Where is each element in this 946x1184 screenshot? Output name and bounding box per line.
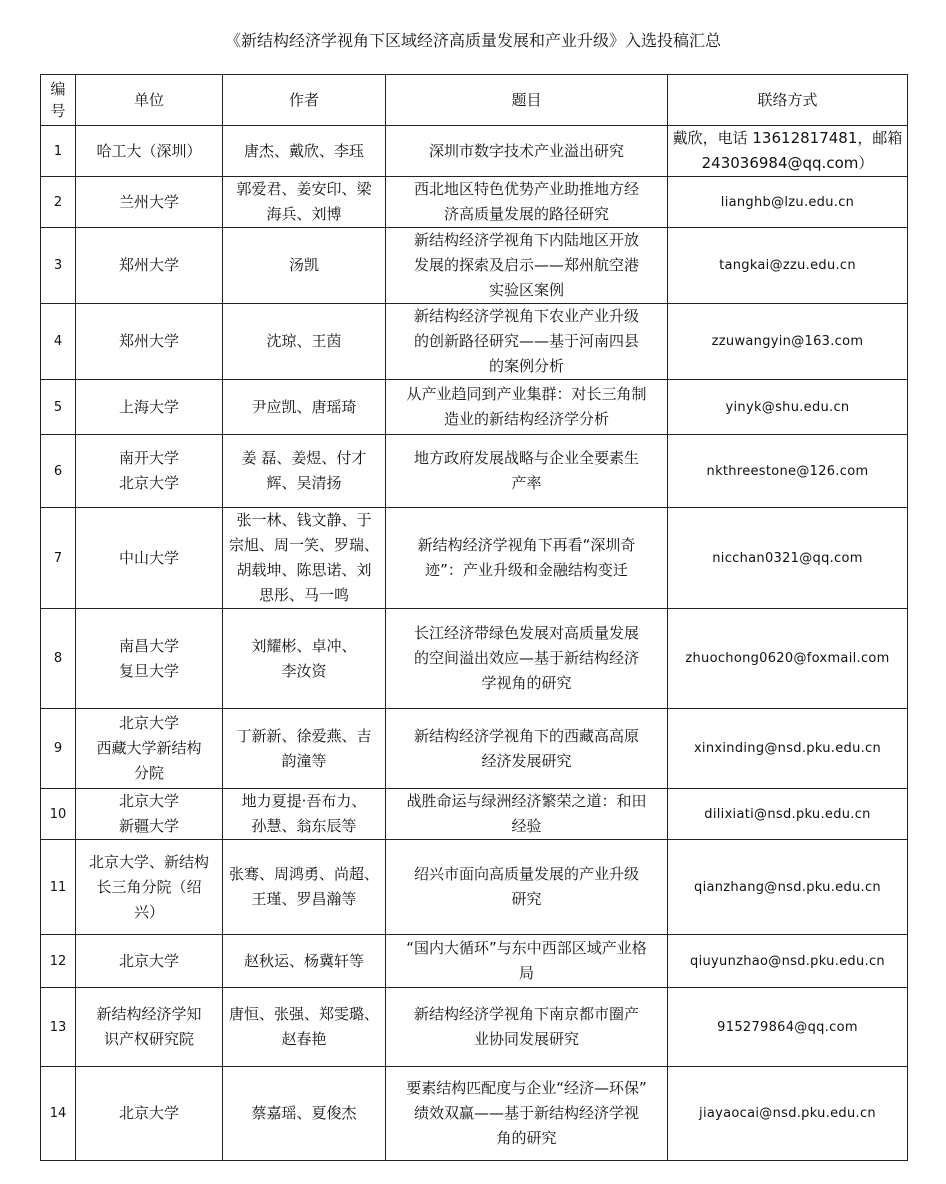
authors-cell: 沈琼、王茵 [223, 304, 386, 380]
contact-cell: xinxinding@nsd.pku.edu.cn [668, 709, 908, 789]
unit-cell: 南开大学 北京大学 [76, 435, 223, 508]
unit-cell: 南昌大学 复旦大学 [76, 609, 223, 709]
submissions-table [40, 74, 908, 1161]
unit-cell: 北京大学 [76, 1067, 223, 1161]
row-number: 5 [41, 380, 76, 435]
unit-cell: 北京大学 新疆大学 [76, 789, 223, 840]
unit-cell: 郑州大学 [76, 228, 223, 304]
table-row [41, 126, 908, 177]
unit-cell: 郑州大学 [76, 304, 223, 380]
contact-cell: qiuyunzhao@nsd.pku.edu.cn [668, 935, 908, 988]
header-contact: 联络方式 [668, 75, 908, 126]
contact-cell: dilixiati@nsd.pku.edu.cn [668, 789, 908, 840]
row-number: 14 [41, 1067, 76, 1161]
row-number: 1 [41, 126, 76, 177]
topic-cell: 要素结构匹配度与企业“经济—环保” 绩效双赢——基于新结构经济学视 角的研究 [386, 1067, 668, 1161]
authors-cell: 汤凯 [223, 228, 386, 304]
unit-cell: 新结构经济学知 识产权研究院 [76, 988, 223, 1067]
contact-cell: lianghb@lzu.edu.cn [668, 177, 908, 228]
authors-cell: 姜 磊、姜煜、付才 辉、吴清扬 [223, 435, 386, 508]
row-number: 8 [41, 609, 76, 709]
header-authors: 作者 [223, 75, 386, 126]
topic-cell: 从产业趋同到产业集群：对长三角制 造业的新结构经济学分析 [386, 380, 668, 435]
unit-cell: 兰州大学 [76, 177, 223, 228]
topic-cell: 绍兴市面向高质量发展的产业升级 研究 [386, 840, 668, 935]
topic-cell: 战胜命运与绿洲经济繁荣之道：和田 经验 [386, 789, 668, 840]
topic-cell: 地方政府发展战略与企业全要素生 产率 [386, 435, 668, 508]
contact-cell: nicchan0321@qq.com [668, 508, 908, 609]
table-row [41, 177, 908, 228]
authors-cell: 丁新新、徐爱燕、吉 韵潼等 [223, 709, 386, 789]
row-number: 9 [41, 709, 76, 789]
table-row [41, 508, 908, 609]
row-number: 3 [41, 228, 76, 304]
unit-cell: 北京大学 [76, 935, 223, 988]
table-row [41, 935, 908, 988]
authors-cell: 尹应凯、唐瑶琦 [223, 380, 386, 435]
contact-cell: jiayaocai@nsd.pku.edu.cn [668, 1067, 908, 1161]
authors-cell: 赵秋运、杨冀轩等 [223, 935, 386, 988]
table-row [41, 988, 908, 1067]
authors-cell: 唐恒、张强、郑雯璐、 赵春艳 [223, 988, 386, 1067]
unit-cell: 北京大学、新结构 长三角分院（绍 兴） [76, 840, 223, 935]
authors-cell: 张一林、钱文静、于 宗旭、周一笑、罗瑞、 胡载坤、陈思诺、刘 思彤、马一鸣 [223, 508, 386, 609]
unit-cell: 中山大学 [76, 508, 223, 609]
document-title: 《新结构经济学视角下区域经济高质量发展和产业升级》入选投稿汇总 [224, 31, 721, 50]
authors-cell: 张骞、周鸿勇、尚超、 王瑾、罗昌瀚等 [223, 840, 386, 935]
row-number: 11 [41, 840, 76, 935]
row-number: 2 [41, 177, 76, 228]
row-number: 7 [41, 508, 76, 609]
table-row [41, 789, 908, 840]
authors-cell: 蔡嘉瑶、夏俊杰 [223, 1067, 386, 1161]
topic-cell: 深圳市数字技术产业溢出研究 [386, 126, 668, 177]
authors-cell: 刘耀彬、卓冲、 李汝资 [223, 609, 386, 709]
table-row [41, 840, 908, 935]
topic-cell: 长江经济带绿色发展对高质量发展 的空间溢出效应—基于新结构经济 学视角的研究 [386, 609, 668, 709]
table-row [41, 709, 908, 789]
authors-cell: 唐杰、戴欣、李珏 [223, 126, 386, 177]
contact-cell: zhuochong0620@foxmail.com [668, 609, 908, 709]
contact-cell: yinyk@shu.edu.cn [668, 380, 908, 435]
authors-cell: 地力夏提·吾布力、 孙慧、翁东辰等 [223, 789, 386, 840]
unit-cell: 哈工大（深圳） [76, 126, 223, 177]
table-header-row [41, 75, 908, 126]
row-number: 12 [41, 935, 76, 988]
contact-cell: tangkai@zzu.edu.cn [668, 228, 908, 304]
contact-cell: 戴欣，电话 13612817481，邮箱 243036984@qq.com） [668, 126, 908, 177]
table-row [41, 435, 908, 508]
table-row [41, 609, 908, 709]
header-number: 编 号 [41, 75, 76, 126]
topic-cell: “国内大循环”与东中西部区域产业格 局 [386, 935, 668, 988]
unit-cell: 北京大学 西藏大学新结构 分院 [76, 709, 223, 789]
table-body [41, 126, 908, 1161]
contact-cell: zzuwangyin@163.com [668, 304, 908, 380]
row-number: 10 [41, 789, 76, 840]
topic-cell: 新结构经济学视角下南京都市圈产 业协同发展研究 [386, 988, 668, 1067]
table-row [41, 1067, 908, 1161]
contact-cell: qianzhang@nsd.pku.edu.cn [668, 840, 908, 935]
header-unit: 单位 [76, 75, 223, 126]
header-topic: 题目 [386, 75, 668, 126]
contact-cell: 915279864@qq.com [668, 988, 908, 1067]
contact-cell: nkthreestone@126.com [668, 435, 908, 508]
table-row [41, 228, 908, 304]
topic-cell: 新结构经济学视角下再看“深圳奇 迹”：产业升级和金融结构变迁 [386, 508, 668, 609]
topic-cell: 西北地区特色优势产业助推地方经 济高质量发展的路径研究 [386, 177, 668, 228]
topic-cell: 新结构经济学视角下农业产业升级 的创新路径研究——基于河南四县 的案例分析 [386, 304, 668, 380]
unit-cell: 上海大学 [76, 380, 223, 435]
table-row [41, 380, 908, 435]
topic-cell: 新结构经济学视角下的西藏高高原 经济发展研究 [386, 709, 668, 789]
row-number: 6 [41, 435, 76, 508]
topic-cell: 新结构经济学视角下内陆地区开放 发展的探索及启示——郑州航空港 实验区案例 [386, 228, 668, 304]
row-number: 13 [41, 988, 76, 1067]
table-row [41, 304, 908, 380]
authors-cell: 郭爱君、姜安印、梁 海兵、刘博 [223, 177, 386, 228]
row-number: 4 [41, 304, 76, 380]
